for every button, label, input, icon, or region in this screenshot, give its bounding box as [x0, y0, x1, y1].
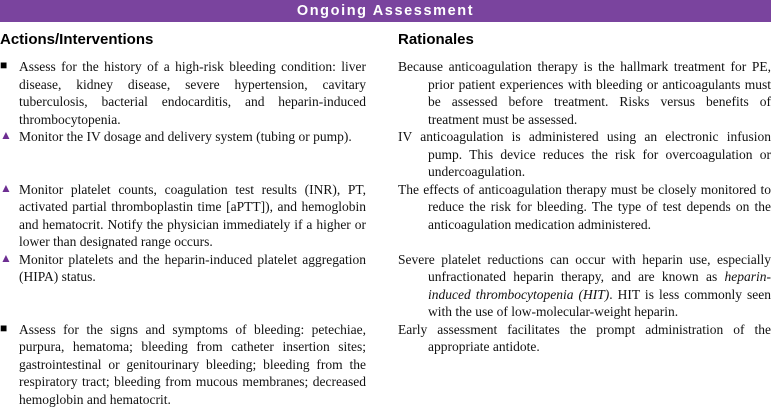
rationale-item-5: Early assessment facilitates the prompt administration of the appropriate antidote.	[398, 321, 771, 354]
actions-column-heading: Actions/Interventions	[0, 31, 154, 48]
action-item-4	[0, 251, 366, 286]
rationale-text-4a: Severe platelet reductions can occur with heparin use, especially unfractionated heparin therapy, and are known as	[398, 251, 771, 284]
action-cell-1	[0, 58, 366, 128]
rationale-item-3: The effects of anticoagulation therapy must be closely monitored to reduce the risk for bleeding. The type of test depends on the anticoagulation medication administered.	[398, 181, 771, 232]
rationale-item-4	[398, 251, 771, 321]
action-text-2: Monitor the IV dosage and delivery system (tubing or pump).	[19, 129, 352, 144]
action-text-3: Monitor platelet counts, coagulation test results (INR), PT, activated partial thromboplastin time [aPTT]), and hemoglobin and hematocrit. Notify the physician immediately if a higher or lower than designated range occurs.	[19, 181, 366, 249]
rationale-italic-term: heparin-induced thrombocytopenia (HIT)	[428, 269, 771, 302]
triangle-bullet-icon: ▲	[0, 180, 12, 195]
rationales-column-heading: Rationales	[398, 31, 474, 48]
rationale-item-1: Because anticoagulation therapy is the hallmark treatment for PE, prior patient experiences with bleeding or anticoagulants must be assessed before treatment. Risks versus benefits of treatment must be assessed.	[398, 59, 771, 127]
action-cell-3	[0, 181, 366, 251]
rationale-cell-2	[398, 128, 771, 181]
square-bullet-icon: ■	[0, 58, 8, 72]
section-header-bar	[0, 0, 771, 22]
rationale-cell-3	[398, 181, 771, 251]
action-text-5: Assess for the signs and symptoms of bleeding: petechiae, purpura, hematoma; bleeding from catheter insertion sites; gastrointestinal or genitourinary bleeding; bleeding from the respiratory tract; bleeding from mucous membranes; decreased hemoglobin and hematocrit.	[19, 321, 366, 407]
action-text-1: Assess for the history of a high-risk bleeding condition: liver disease, kidney disease, severe hypertension, cavitary tuberculosis, bacterial endocarditis, and heparin-induced thrombocytopenia.	[19, 59, 366, 127]
action-item-2	[0, 128, 366, 146]
square-bullet-icon: ■	[0, 320, 8, 335]
two-column-table	[0, 22, 771, 408]
rationale-item-2: IV anticoagulation is administered using an electronic infusion pump. This device reduces the risk for overcoagulation or undercoagulation.	[398, 129, 771, 179]
rationale-cell-5	[398, 321, 771, 409]
action-item-5	[0, 321, 366, 409]
action-cell-5	[0, 321, 366, 409]
action-cell-2	[0, 128, 366, 181]
rationale-text-4b: . HIT is less commonly seen with the use of low-molecular-weight heparin.	[428, 286, 771, 319]
action-item-3	[0, 181, 366, 251]
rationale-cell-1	[398, 58, 771, 128]
action-text-4: Monitor platelets and the heparin-induced platelet aggregation (HIPA) status.	[19, 251, 366, 284]
action-cell-4	[0, 251, 366, 321]
section-title: Ongoing Assessment	[296, 2, 475, 19]
action-item-1	[0, 58, 366, 128]
triangle-bullet-icon: ▲	[0, 250, 12, 265]
rationale-cell-4	[398, 251, 771, 321]
triangle-bullet-icon: ▲	[0, 128, 12, 142]
